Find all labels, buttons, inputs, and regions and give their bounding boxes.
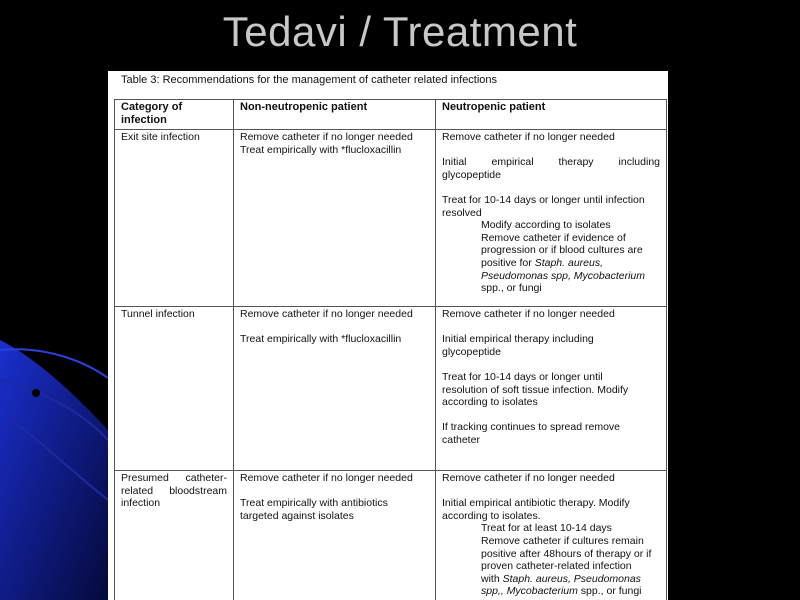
table-row (115, 471, 667, 600)
header-neutropenic: Neutropenic patient (436, 100, 667, 130)
cell-neutropenic: Remove catheter if no longer needed Initial empirical antibiotic therapy. Modify according to isolates. Treat for at least 10-14 days Remove catheter if cultures remain positive after 48hours of therapy or if proven catheter-related infection with Staph. aureus, Pseudomonas spp,, Mycobacterium spp., or fungi (436, 471, 667, 600)
cell-neutropenic: Remove catheter if no longer needed Initial empirical therapy including glycopeptide Treat for 10-14 days or longer until infection resolved Modify according to isolates Remove catheter if evidence of progression or if blood cultures are positive for Staph. aureus, Pseudomonas spp, Mycobacterium spp., or fungi (436, 130, 667, 307)
recommendations-table (114, 99, 667, 600)
table-row (115, 130, 667, 307)
cell-neutropenic: Remove catheter if no longer needed Initial empirical therapy including glycopeptide Treat for 10-14 days or longer until resolution of soft tissue infection. Modify according to isolates If tracking continues to spread remove catheter (436, 307, 667, 471)
cell-non-neutropenic: Remove catheter if no longer needed Treat empirically with antibiotics targeted against isolates (234, 471, 436, 600)
cell-category: Tunnel infection (115, 307, 234, 471)
table-caption: Table 3: Recommendations for the management of catheter related infections (121, 74, 498, 86)
cell-category: Presumed catheter- related bloodstream infection (115, 471, 234, 600)
table-header-row (115, 100, 667, 130)
table-row (115, 307, 667, 471)
cell-non-neutropenic: Remove catheter if no longer needed Treat empirically with *flucloxacillin (234, 130, 436, 307)
slide-title: Tedavi / Treatment (222, 8, 578, 55)
table-figure (108, 71, 668, 600)
header-category: Category of infection (115, 100, 234, 130)
cell-category: Exit site infection (115, 130, 234, 307)
header-non-neutropenic: Non-neutropenic patient (234, 100, 436, 130)
cell-non-neutropenic: Remove catheter if no longer needed Treat empirically with *flucloxacillin (234, 307, 436, 471)
